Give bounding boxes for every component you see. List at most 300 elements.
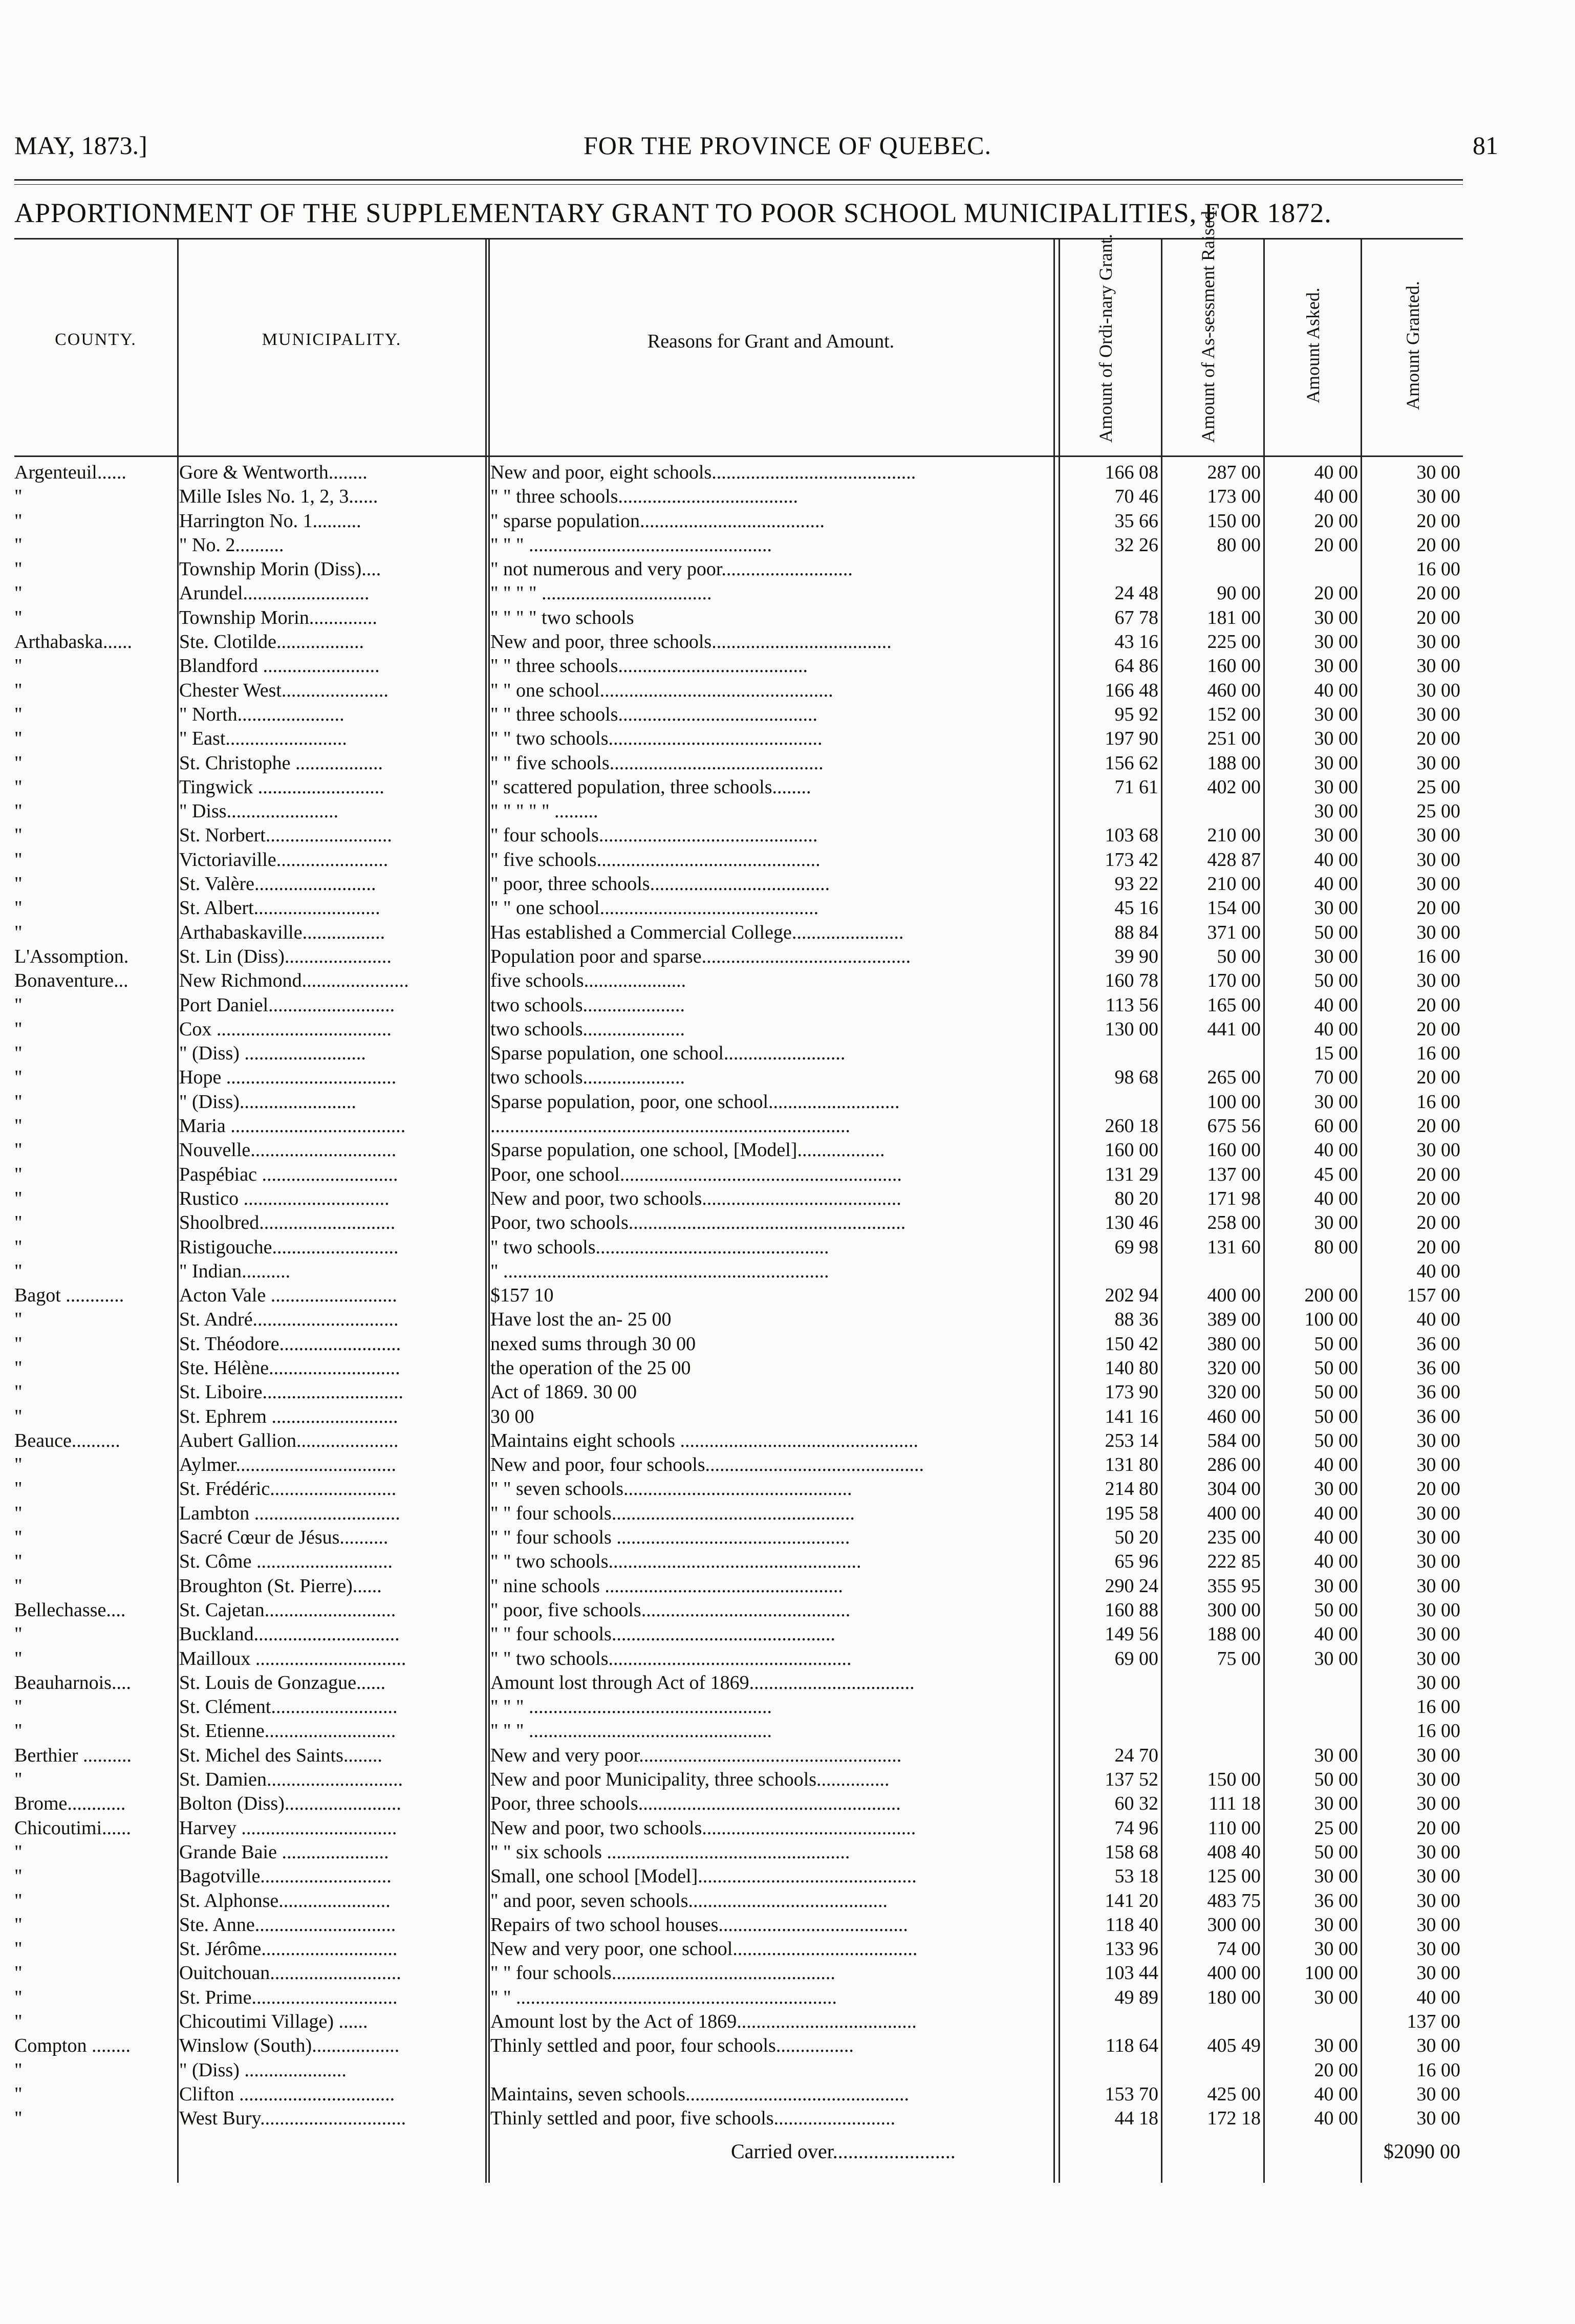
amount-asked-cell: 30 00	[1314, 776, 1358, 798]
reason-cell: " four schools.............................................	[490, 824, 818, 846]
county-cell: "	[14, 800, 23, 822]
carried-over-total: $2090 00	[1384, 2140, 1460, 2163]
amount-granted-cell: 20 00	[1416, 1018, 1460, 1040]
municipality-cell: " (Diss) .........................	[179, 1042, 366, 1065]
ordinary-grant-cell: 160 00	[1105, 1139, 1158, 1161]
county-cell: "	[14, 897, 23, 919]
table-row	[14, 509, 1463, 533]
running-header	[0, 131, 1575, 166]
amount-granted-cell: 30 00	[1416, 1962, 1460, 1984]
reason-cell: " nine schools .................................................	[490, 1575, 843, 1597]
amount-granted-cell: 30 00	[1416, 486, 1460, 508]
table-row	[14, 1864, 1463, 1888]
reason-cell: " " three schools.......................................	[490, 655, 808, 677]
county-cell: "	[14, 1333, 23, 1355]
ordinary-grant-cell: 153 70	[1105, 2083, 1158, 2105]
county-cell: Beauharnois....	[14, 1671, 131, 1693]
table-row	[14, 823, 1463, 848]
table-row	[14, 654, 1463, 678]
assessment-cell: 188 00	[1207, 752, 1261, 774]
table-row	[14, 1114, 1463, 1138]
amount-asked-cell: 30 00	[1314, 1793, 1358, 1815]
table-row	[14, 1719, 1463, 1743]
amount-granted-cell: 40 00	[1416, 1986, 1460, 2008]
table-row	[14, 1526, 1463, 1550]
assessment-cell: 152 00	[1207, 703, 1261, 725]
amount-asked-cell: 30 00	[1314, 1478, 1358, 1500]
amount-granted-cell: 30 00	[1416, 1527, 1460, 1549]
assessment-cell: 100 00	[1207, 1091, 1261, 1113]
amount-asked-cell: 50 00	[1314, 1769, 1358, 1791]
assessment-cell: 150 00	[1207, 510, 1261, 532]
reason-cell: " " two schools..................................................	[490, 1647, 852, 1669]
ordinary-grant-cell: 130 46	[1105, 1212, 1158, 1234]
table-row	[14, 679, 1463, 703]
ordinary-grant-cell: 195 58	[1105, 1502, 1158, 1524]
assessment-cell: 441 00	[1207, 1018, 1261, 1040]
assessment-cell: 320 00	[1207, 1381, 1261, 1403]
amount-granted-cell: 20 00	[1416, 1115, 1460, 1137]
amount-asked-cell: 15 00	[1314, 1042, 1358, 1065]
reason-cell: " " four schools..............................................	[490, 1623, 835, 1645]
amount-asked-cell: 20 00	[1314, 582, 1358, 604]
amount-asked-cell: 30 00	[1314, 1744, 1358, 1766]
assessment-cell: 75 00	[1217, 1647, 1261, 1669]
ordinary-grant-cell: 118 40	[1105, 1914, 1158, 1936]
amount-granted-cell: 16 00	[1416, 1091, 1460, 1113]
ordinary-grant-cell: 69 00	[1114, 1647, 1158, 1669]
reason-cell: ..........................................................................	[490, 1115, 850, 1137]
ordinary-grant-cell: 103 68	[1105, 824, 1158, 846]
amount-asked-cell: 30 00	[1314, 655, 1358, 677]
table-row	[14, 533, 1463, 557]
amount-granted-cell: 25 00	[1416, 800, 1460, 822]
amount-asked-cell: 40 00	[1314, 873, 1358, 895]
county-cell: "	[14, 1212, 23, 1234]
table-row	[14, 1647, 1463, 1671]
municipality-cell: St. Prime..............................	[179, 1986, 398, 2008]
municipality-cell: St. Michel des Saints........	[179, 1744, 382, 1766]
assessment-cell: 222 85	[1207, 1551, 1261, 1573]
amount-asked-cell: 50 00	[1314, 1381, 1358, 1403]
reason-cell: New and poor, two schools.........................................	[490, 1187, 901, 1209]
reason-cell: " " one school.............................................	[490, 897, 819, 919]
municipality-cell: Sacré Cœur de Jésus..........	[179, 1527, 389, 1549]
reason-cell: nexed sums through 30 00	[490, 1333, 696, 1355]
ordinary-grant-cell: 24 70	[1114, 1744, 1158, 1766]
amount-granted-cell: 30 00	[1416, 1647, 1460, 1669]
amount-granted-cell: 16 00	[1416, 1042, 1460, 1065]
ordinary-grant-cell: 32 26	[1114, 534, 1158, 556]
assessment-cell: 131 60	[1207, 1236, 1261, 1258]
county-cell: "	[14, 873, 23, 895]
reason-cell: " five schools..............................................	[490, 849, 821, 871]
amount-asked-cell: 40 00	[1314, 1018, 1358, 1040]
amount-granted-cell: 30 00	[1416, 1841, 1460, 1863]
assessment-cell: 90 00	[1217, 582, 1261, 604]
amount-asked-cell: 30 00	[1314, 824, 1358, 846]
county-cell: "	[14, 824, 23, 846]
amount-asked-cell: 80 00	[1314, 1236, 1358, 1258]
municipality-cell: Mille Isles No. 1, 2, 3......	[179, 486, 378, 508]
county-cell: "	[14, 1260, 23, 1282]
amount-asked-cell: 30 00	[1314, 1914, 1358, 1936]
table-row	[14, 461, 1463, 485]
municipality-cell: Chicoutimi Village) ......	[179, 2011, 368, 2032]
reason-cell: " " three schools.....................................	[490, 486, 798, 508]
ordinary-grant-cell: 70 46	[1114, 486, 1158, 508]
reason-cell: " " one school................................................	[490, 679, 833, 701]
ordinary-grant-cell: 173 90	[1105, 1381, 1158, 1403]
amount-granted-cell: 30 00	[1416, 1599, 1460, 1621]
ordinary-grant-cell: 260 18	[1105, 1115, 1158, 1137]
amount-granted-cell: 30 00	[1416, 1575, 1460, 1597]
county-cell: "	[14, 606, 23, 628]
ordinary-grant-cell: 140 80	[1105, 1357, 1158, 1379]
municipality-cell: Broughton (St. Pierre)......	[179, 1575, 382, 1597]
municipality-cell: Blandford ........................	[179, 655, 380, 677]
ordinary-grant-cell: 166 08	[1105, 462, 1158, 483]
amount-asked-cell: 30 00	[1314, 800, 1358, 822]
table-row	[14, 751, 1463, 775]
amount-granted-cell: 30 00	[1416, 462, 1460, 483]
county-cell: "	[14, 1914, 23, 1936]
ordinary-grant-cell: 49 89	[1114, 1986, 1158, 2008]
amount-asked-cell: 30 00	[1314, 1647, 1358, 1669]
reason-cell: two schools.....................	[490, 1018, 685, 1040]
ordinary-grant-cell: 173 42	[1105, 849, 1158, 871]
municipality-cell: Shoolbred............................	[179, 1212, 396, 1234]
municipality-cell: St. Etienne...........................	[179, 1720, 396, 1742]
ordinary-grant-cell: 141 16	[1105, 1405, 1158, 1427]
amount-asked-cell: 40 00	[1314, 1623, 1358, 1645]
table-row	[14, 1477, 1463, 1501]
table-row	[14, 1961, 1463, 1985]
amount-asked-cell: 30 00	[1314, 1938, 1358, 1960]
reason-cell: " " " " " .........	[490, 800, 598, 822]
amount-granted-cell: 20 00	[1416, 1236, 1460, 1258]
assessment-cell: 150 00	[1207, 1769, 1261, 1791]
county-cell: "	[14, 1575, 23, 1597]
county-cell: "	[14, 679, 23, 701]
ordinary-grant-cell: 160 88	[1105, 1599, 1158, 1621]
reason-cell: 30 00	[490, 1405, 534, 1427]
county-cell: "	[14, 510, 23, 532]
reason-cell: $157 10	[490, 1285, 554, 1307]
ordinary-grant-cell: 65 96	[1114, 1551, 1158, 1573]
county-cell: "	[14, 655, 23, 677]
assessment-cell: 137 00	[1207, 1163, 1261, 1185]
col-header-county: COUNTY.	[55, 330, 137, 349]
carried-over-label: Carried over........................	[731, 2140, 956, 2163]
county-cell: "	[14, 703, 23, 725]
amount-granted-cell: 20 00	[1416, 728, 1460, 750]
county-cell: Argenteuil......	[14, 462, 126, 483]
reason-cell: two schools.....................	[490, 1067, 685, 1089]
reason-cell: Act of 1869. 30 00	[490, 1381, 637, 1403]
table-row	[14, 1840, 1463, 1864]
amount-asked-cell: 30 00	[1314, 752, 1358, 774]
table-row	[14, 703, 1463, 727]
ordinary-grant-cell: 35 66	[1114, 510, 1158, 532]
county-cell: "	[14, 2011, 23, 2032]
table-row	[14, 1550, 1463, 1574]
amount-asked-cell: 30 00	[1314, 1575, 1358, 1597]
amount-granted-cell: 30 00	[1416, 2035, 1460, 2057]
amount-granted-cell: 20 00	[1416, 582, 1460, 604]
reason-cell: " " four schools..................................................	[490, 1502, 855, 1524]
amount-granted-cell: 30 00	[1416, 824, 1460, 846]
county-cell: "	[14, 2059, 23, 2081]
county-cell: "	[14, 1236, 23, 1258]
table-row	[14, 1598, 1463, 1622]
table-row	[14, 1429, 1463, 1453]
assessment-cell: 160 00	[1207, 655, 1261, 677]
municipality-cell: Ristigouche..........................	[179, 1236, 399, 1258]
amount-asked-cell: 40 00	[1314, 849, 1358, 871]
amount-asked-cell: 100 00	[1304, 1309, 1358, 1331]
reason-cell: " " six schools ..................................................	[490, 1841, 850, 1863]
amount-asked-cell: 20 00	[1314, 2059, 1358, 2081]
county-cell: "	[14, 1889, 23, 1912]
assessment-cell: 165 00	[1207, 994, 1261, 1016]
amount-asked-cell: 30 00	[1314, 1986, 1358, 2008]
reason-cell: " " " ..................................................	[490, 1696, 772, 1718]
municipality-cell: Aubert Gallion.....................	[179, 1429, 399, 1451]
table-row	[14, 581, 1463, 605]
assessment-cell: 584 00	[1207, 1429, 1261, 1451]
assessment-cell: 483 75	[1207, 1889, 1261, 1912]
municipality-cell: Harrington No. 1..........	[179, 510, 361, 532]
county-cell: "	[14, 1381, 23, 1403]
table-row	[14, 1768, 1463, 1792]
municipality-cell: Ste. Clotilde..................	[179, 631, 364, 653]
ordinary-grant-cell: 39 90	[1114, 945, 1158, 967]
ordinary-grant-cell: 131 29	[1105, 1163, 1158, 1185]
assessment-cell: 265 00	[1207, 1067, 1261, 1089]
assessment-cell: 287 00	[1207, 462, 1261, 483]
amount-asked-cell: 40 00	[1314, 1551, 1358, 1573]
table-row	[14, 1695, 1463, 1719]
table-row	[14, 1163, 1463, 1187]
amount-granted-cell: 157 00	[1407, 1285, 1460, 1307]
assessment-cell: 460 00	[1207, 1405, 1261, 1427]
assessment-cell: 425 00	[1207, 2083, 1261, 2105]
col-header-reasons: Reasons for Grant and Amount.	[647, 331, 895, 352]
county-cell: "	[14, 752, 23, 774]
ordinary-grant-cell: 149 56	[1105, 1623, 1158, 1645]
municipality-cell: Winslow (South)..................	[179, 2035, 400, 2057]
amount-granted-cell: 30 00	[1416, 921, 1460, 943]
ordinary-grant-cell: 24 48	[1114, 582, 1158, 604]
amount-asked-cell: 40 00	[1314, 679, 1358, 701]
municipality-cell: Nouvelle..............................	[179, 1139, 397, 1161]
assessment-cell: 460 00	[1207, 679, 1261, 701]
municipality-cell: St. Liboire.............................	[179, 1381, 404, 1403]
county-cell: L'Assomption.	[14, 945, 129, 967]
table-row	[14, 2010, 1463, 2034]
municipality-cell: " No. 2..........	[179, 534, 284, 556]
table-row	[14, 1889, 1463, 1913]
amount-asked-cell: 50 00	[1314, 1599, 1358, 1621]
municipality-cell: Clifton ................................	[179, 2083, 395, 2105]
county-cell: Bagot ............	[14, 1285, 124, 1307]
assessment-cell: 160 00	[1207, 1139, 1261, 1161]
ordinary-grant-cell: 156 62	[1105, 752, 1158, 774]
table-row	[14, 1622, 1463, 1646]
assessment-cell: 400 00	[1207, 1962, 1261, 1984]
county-cell: "	[14, 1623, 23, 1645]
assessment-cell: 154 00	[1207, 897, 1261, 919]
amount-granted-cell: 36 00	[1416, 1405, 1460, 1427]
reason-cell: Poor, three schools......................................................	[490, 1793, 901, 1815]
table-footer	[14, 2139, 1463, 2170]
amount-granted-cell: 40 00	[1416, 1260, 1460, 1282]
amount-asked-cell: 36 00	[1314, 1889, 1358, 1912]
municipality-cell: Arthabaskaville.................	[179, 921, 385, 943]
amount-granted-cell: 16 00	[1416, 1696, 1460, 1718]
table-row	[14, 1211, 1463, 1235]
amount-granted-cell: 20 00	[1416, 1187, 1460, 1209]
table-row	[14, 1138, 1463, 1162]
reason-cell: New and poor, four schools.............................................	[490, 1454, 924, 1476]
county-cell: "	[14, 1527, 23, 1549]
reason-cell: Thinly settled and poor, four schools................	[490, 2035, 854, 2057]
municipality-cell: " East.........................	[179, 728, 347, 750]
amount-granted-cell: 25 00	[1416, 776, 1460, 798]
ordinary-grant-cell: 45 16	[1114, 897, 1158, 919]
ordinary-grant-cell: 166 48	[1105, 679, 1158, 701]
table-row	[14, 1913, 1463, 1937]
county-cell: Bonaventure...	[14, 970, 128, 992]
reason-cell: Amount lost through Act of 1869..................................	[490, 1671, 915, 1693]
reason-cell: Population poor and sparse...........................................	[490, 945, 911, 967]
county-cell: "	[14, 1309, 23, 1331]
table-row	[14, 2034, 1463, 2058]
municipality-cell: St. Cajetan...........................	[179, 1599, 396, 1621]
table-row	[14, 1792, 1463, 1816]
table-row	[14, 1986, 1463, 2010]
amount-granted-cell: 30 00	[1416, 1914, 1460, 1936]
table-top-rule	[14, 238, 1463, 240]
amount-granted-cell: 30 00	[1416, 873, 1460, 895]
amount-granted-cell: 20 00	[1416, 1163, 1460, 1185]
municipality-cell: Ste. Anne.............................	[179, 1914, 396, 1936]
table-row	[14, 606, 1463, 630]
amount-asked-cell: 40 00	[1314, 2108, 1358, 2130]
amount-granted-cell: 30 00	[1416, 2083, 1460, 2105]
amount-asked-cell: 60 00	[1314, 1115, 1358, 1137]
municipality-cell: St. Clément..........................	[179, 1696, 398, 1718]
amount-granted-cell: 40 00	[1416, 1309, 1460, 1331]
amount-granted-cell: 30 00	[1416, 679, 1460, 701]
county-cell: "	[14, 1139, 23, 1161]
ordinary-grant-cell: 103 44	[1105, 1962, 1158, 1984]
municipality-cell: St. Norbert..........................	[179, 824, 392, 846]
reason-cell: New and poor, two schools............................................	[490, 1817, 916, 1839]
reason-cell: " not numerous and very poor...........................	[490, 558, 853, 580]
amount-granted-cell: 30 00	[1416, 2108, 1460, 2130]
assessment-cell: 371 00	[1207, 921, 1261, 943]
municipality-cell: Grande Baie ......................	[179, 1841, 389, 1863]
table-row	[14, 799, 1463, 823]
county-cell: "	[14, 921, 23, 943]
table-row	[14, 896, 1463, 920]
table-row	[14, 1453, 1463, 1477]
municipality-cell: Rustico ..............................	[179, 1187, 390, 1209]
amount-asked-cell: 30 00	[1314, 2035, 1358, 2057]
amount-asked-cell: 40 00	[1314, 1502, 1358, 1524]
ordinary-grant-cell: 253 14	[1105, 1429, 1158, 1451]
ordinary-grant-cell: 53 18	[1114, 1865, 1158, 1887]
col-header-municipality: MUNICIPALITY.	[262, 330, 402, 349]
ordinary-grant-cell: 133 96	[1105, 1938, 1158, 1960]
county-cell: "	[14, 2108, 23, 2130]
amount-asked-cell: 30 00	[1314, 1212, 1358, 1234]
table-row	[14, 1187, 1463, 1211]
amount-asked-cell: 40 00	[1314, 1454, 1358, 1476]
assessment-cell: 428 87	[1207, 849, 1261, 871]
assessment-cell: 304 00	[1207, 1478, 1261, 1500]
table-row	[14, 1574, 1463, 1598]
municipality-cell: Port Daniel..........................	[179, 994, 395, 1016]
table-row	[14, 872, 1463, 896]
assessment-cell: 675 56	[1207, 1115, 1261, 1137]
table-row	[14, 485, 1463, 509]
amount-asked-cell: 20 00	[1314, 510, 1358, 532]
county-cell: Brome............	[14, 1793, 126, 1815]
header-date: MAY, 1873.]	[14, 131, 147, 160]
municipality-cell: Victoriaville.......................	[179, 849, 389, 871]
amount-granted-cell: 137 00	[1407, 2011, 1460, 2032]
municipality-cell: Ste. Hélène...........................	[179, 1357, 400, 1379]
ordinary-grant-cell: 113 56	[1105, 994, 1158, 1016]
assessment-cell: 172 18	[1207, 2108, 1261, 2130]
assessment-cell: 181 00	[1207, 606, 1261, 628]
reason-cell: " poor, three schools.....................................	[490, 873, 830, 895]
amount-asked-cell: 20 00	[1314, 534, 1358, 556]
amount-asked-cell: 30 00	[1314, 945, 1358, 967]
reason-cell: " " two schools....................................................	[490, 1551, 861, 1573]
amount-asked-cell: 40 00	[1314, 1139, 1358, 1161]
county-cell: "	[14, 1042, 23, 1065]
table-row	[14, 993, 1463, 1017]
ordinary-grant-cell: 197 90	[1105, 728, 1158, 750]
ordinary-grant-cell: 60 32	[1114, 1793, 1158, 1815]
amount-granted-cell: 20 00	[1416, 1817, 1460, 1839]
table-row	[14, 848, 1463, 872]
amount-asked-cell: 30 00	[1314, 606, 1358, 628]
amount-granted-cell: 30 00	[1416, 703, 1460, 725]
amount-granted-cell: 30 00	[1416, 1671, 1460, 1693]
assessment-cell: 380 00	[1207, 1333, 1261, 1355]
assessment-cell: 50 00	[1217, 945, 1261, 967]
municipality-cell: St. Valère.........................	[179, 873, 376, 895]
assessment-cell: 111 18	[1209, 1793, 1261, 1815]
ordinary-grant-cell: 130 00	[1105, 1018, 1158, 1040]
county-cell: "	[14, 1865, 23, 1887]
ordinary-grant-cell: 214 80	[1105, 1478, 1158, 1500]
municipality-cell: Township Morin (Diss)....	[179, 558, 381, 580]
table-row	[14, 1041, 1463, 1066]
ordinary-grant-cell: 158 68	[1105, 1841, 1158, 1863]
amount-granted-cell: 30 00	[1416, 1769, 1460, 1791]
amount-granted-cell: 30 00	[1416, 655, 1460, 677]
amount-granted-cell: 16 00	[1416, 2059, 1460, 2081]
table-row	[14, 1284, 1463, 1308]
municipality-cell: Hope ...................................	[179, 1067, 397, 1089]
ordinary-grant-cell: 160 78	[1105, 970, 1158, 992]
